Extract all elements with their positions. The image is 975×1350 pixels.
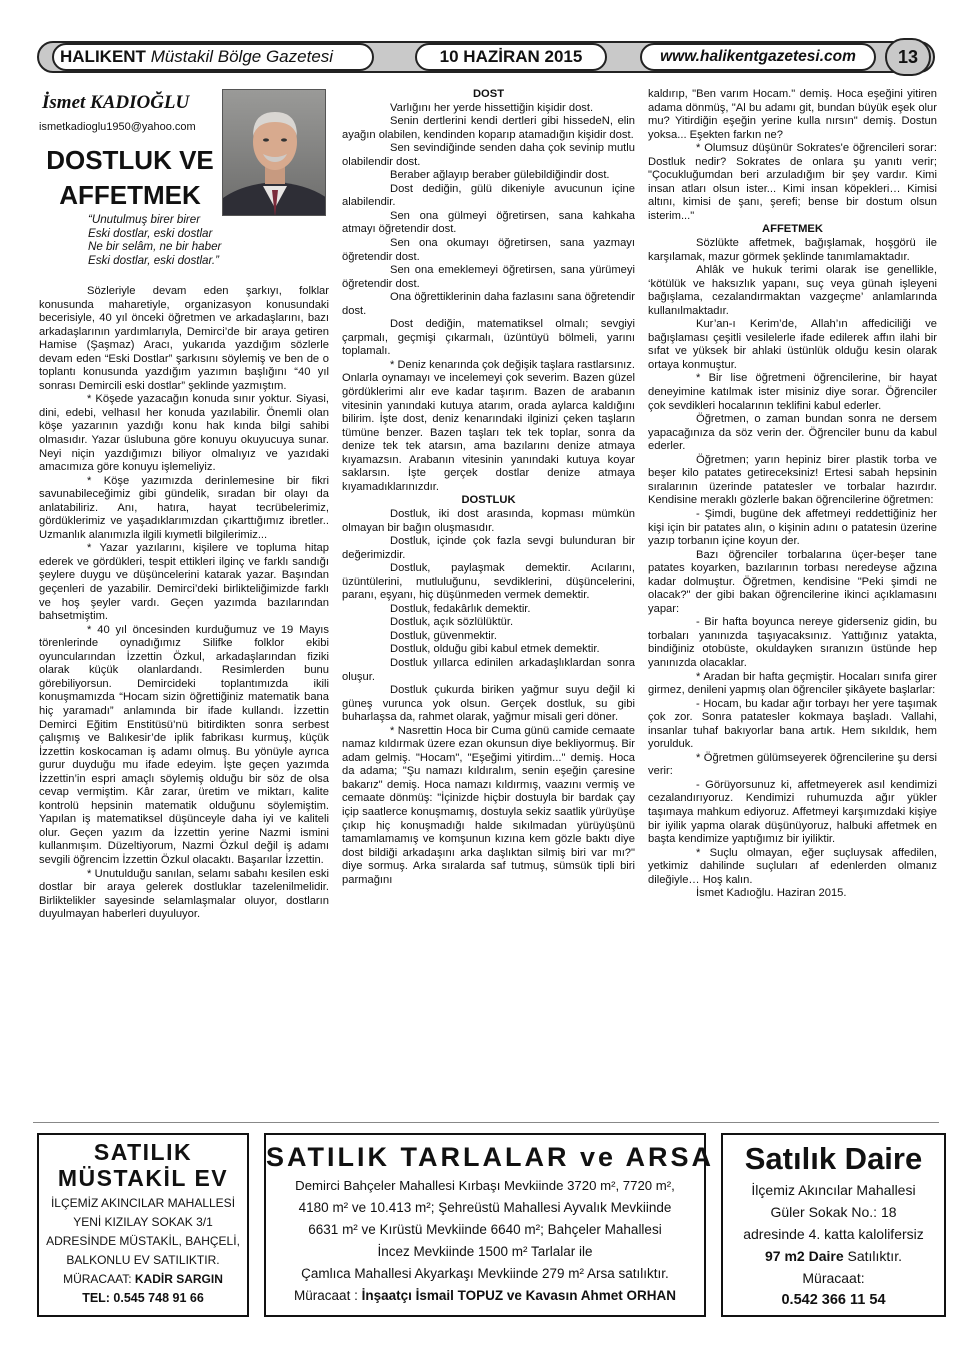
ad-contact: Müracaat: <box>802 1270 865 1286</box>
paragraph: Varlığını her yerde hissettiğin kişidir dost. <box>390 101 594 114</box>
paragraph: * Öğretmen gülümseyerek öğrencilerine şu dersi verir: <box>648 751 937 778</box>
ad-title: MÜSTAKİL EV <box>57 1165 229 1191</box>
ad-line: ADRESİNDE MÜSTAKİL, BAHÇELİ, <box>46 1234 240 1248</box>
page-number: 13 <box>885 38 931 76</box>
section-heading-affetmek: AFFETMEK <box>762 223 823 236</box>
paragraph: Dostluk, olduğu gibi kabul etmek demektir. <box>390 643 600 656</box>
paragraph: Öğretmen; yarın hepiniz birer plastik torba ve beşer kilo patates getireceksiniz! Ertesi sabah hepsinin sıralarının üzerinde patatesler ve torbalar hazırdır. Kendisine meraklı gözlerle bakan öğrencilerine öğretmen: <box>648 453 937 507</box>
ad-phone: TEL: 0.545 748 91 66 <box>82 1291 204 1305</box>
article-column-3 <box>648 88 937 901</box>
paragraph: * Aradan bir hafta geçmiştir. Hocaları sınıfa girer girmez, denileni yapmış olan öğrenciler şikâyete başlarlar: <box>648 670 937 697</box>
ad-line: İncez Mevkiinde 1500 m² Tarlalar ile <box>377 1244 593 1259</box>
paragraph: Dostluk, fedakârlık demektir. <box>390 602 531 615</box>
paragraph: * Deniz kenarında çok değişik taşlara rastlarsınız. Onlarla oynamayı ve incelemeyi çok severim. Bazen güzel gördüklerimi alır eve kadar taşırım. Bazen de arabanın vitesinin yanındaki kutuya atarım, orada aylarca kaldığını bilirim. İşte dost, deniz kenarındaki ilginizi çeken taşların tümüne benzer. Bazen taşları tek tek toplar, sonra da denize tek tek atarsın, ama bazılarını denize atmaya kıyamazsın. Arabanın vitesinin yanındaki kutuya koyar saklarsın. İşte gerçek dostlar denize atmaya kıyamadıklarınızdır. <box>342 358 635 493</box>
paragraph: Bazı öğrenciler torbalarına üçer-beşer tane patates koyarken, bazılarının torbası neredeyse ağzına kadar dolmuştur. Öğretmen, kendisine "Peki şimdi ne olacak?" der gibi bakan öğrencilerine ikinci açıklamasını yapar: <box>648 548 937 615</box>
author-name: İsmet KADIOĞLU <box>42 92 190 113</box>
paragraph: Sen ona emeklemeyi öğretirsen, sana yürümeyi öğretendir dost. <box>342 264 635 290</box>
paragraph: Sen ona gülmeyi öğretirsen, sana kahkaha atmayı öğretendir dost. <box>342 209 635 236</box>
paragraph: * Bir lise öğretmeni öğrencilerine, bir hayat deneyimine katılmak ister misiniz diye sorar. Öğrenciler çok sevdikleri hocalarının teklifini kabul ederler. <box>648 372 937 412</box>
paragraph: Öğretmen, o zaman bundan sonra ne dersem yapacağınıza da söz verin der. Öğrenciler bunu da kabul ederler. <box>648 413 937 453</box>
paragraph: Dostluk çukurda biriken yağmur suyu değil ki güneş vurunca yok olsun. Gerçek dostluk, su gibi buharlaşsa da, rahmet olarak, yağmur misali geri döner. <box>342 684 635 724</box>
ad-title: Satılık Daire <box>744 1141 923 1176</box>
section-heading-dost: DOST <box>472 88 505 100</box>
article-title: DOSTLUK VE AFFETMEK <box>46 145 214 210</box>
paragraph: Kur’an-ı Kerim’de, Allah’ın affediciliği ve bağışlaması çeşitli vesilelerle ifade edilerek affın ilahi bir sıfat ve yüksek bir ahlaki üstünlük olduğu kesin olarak ortaya konmuştur. <box>648 318 937 371</box>
ad-line: adresinde 4. katta kalolifersiz <box>743 1226 924 1242</box>
paragraph: - Şimdi, bugüne dek affetmeyi reddettiğiniz her kişi için bir patates alın, o kişinin adını o patatesin üzerine yazıp torbanın içine koyun der. <box>648 507 937 548</box>
ad-line: İlçemiz Akıncılar Mahallesi <box>751 1182 916 1198</box>
ads-divider <box>33 1122 939 1123</box>
paragraph: Ona öğrettiklerinin daha fazlasını sana öğretendir dost. <box>342 291 635 317</box>
paragraph: Sen sevindiğinde senden daha çok sevinip mutlu olabilendir dost. <box>342 142 635 168</box>
paragraph: Dostluk yıllarca edinilen arkadaşlıklardan sonra oluşur. <box>342 656 635 683</box>
ad-contact: MÜRACAAT: KADİR SARGIN <box>63 1272 223 1286</box>
article-column-2 <box>342 88 635 887</box>
paragraph: * Nasrettin Hoca bir Cuma günü camide cemaate namaz kıldırmak üzere ezan okunsun diye bekliyormuş. Bir adam gelmiş. "Hocam", "Eşeğimi yitirdim..." demiş. Hoca da adama; "Şu namazı kıldıralım, senin eşeğin çaresine bakarız" demiş. Hoca namazı kıldırmış, vaazını vermiş ve cemaate dönmüş: "İçinizde hiçbir dostuyla bir bardak çay içip saatlerce konuşmamış, dostuyla sekiz saatlik yürüyüşe çıkıp hiç konuşmadığı halde sıkılmadan yürüyüşünü tamamlamamış ve komşunun kızına kem gözle baktı diye dost bildiği arkadaşını arka daşlıktan silmiş biri var mı?" diye sormuş. Arka sıralarda saf tutmuş, sümsük tipli biri parmağını <box>342 724 635 886</box>
paragraph: Dost dediğin, matematiksel olmalı; sevgiyi çarpmalı, geçmişi çıkarmalı, üzüntüyü bölmeli, yarını toplamalı. <box>342 318 635 358</box>
ad-line: 97 m2 Daire Satılıktır. <box>765 1248 902 1264</box>
website-link[interactable]: www.halikentgazetesi.com <box>640 43 876 71</box>
paragraph: * Unutulduğu sanılan, selamı sabahı kesilen eski dostlar bir araya gelerek dostluklar tazelenilmelidir. Birliktelikler sayesinde selamlaşmalar oluyor, dostların duyulmayan haberleri duyuluyor. <box>39 867 329 921</box>
paragraph: - Hocam, bu kadar ağır torbayı her yere taşımak çok zor. Sonra patatesler kokmaya başladı. Vallahi, insanlar tuhaf bakıyorlar bana artık. Hem sıkıldık, hem yorulduk. <box>648 697 937 751</box>
article-signature: İsmet Kadıoğlu. Haziran 2015. <box>696 887 847 900</box>
section-heading-dostluk: DOSTLUK <box>461 494 516 507</box>
paragraph: Ahlâk ve hukuk terimi olarak ise genellikle, ‘kötülük ve haksızlık yapanı, suç veya günah işleyeni bağışlama, cezalandırmaktan vazgeçme’ anlamlarında kullanılmaktadır. <box>648 264 937 317</box>
newspaper-name: HALIKENT Müstakil Bölge Gazetesi <box>60 47 334 66</box>
ad-line: 4180 m² ve 10.413 m²; Şehreüstü Mahallesi Ayvalık Mevkiinde <box>298 1200 672 1215</box>
paragraph: Sen ona okumayı öğretirsen, sana yazmayı öğretendir dost. <box>342 237 635 263</box>
ad-line: Çamlıca Mahallesi Akyarkaşı Mevkiinde 279 m² Arsa satılıktır. <box>301 1266 669 1281</box>
ad-phone: 0.542 366 11 54 <box>781 1292 886 1308</box>
author-photo <box>222 89 326 216</box>
paragraph: * Olumsuz düşünür Sokrates'e öğrencileri sorar: Dostluk nedir? Sokrates de onlara şu yanıtı verir; "Çocukluğumdan beri arzuladığım bir şey vardır. Kimi insan atları olsun ister... Kimi insan köpekleri… Kimisi altını, kimisi de şanı, şerefi; bense bir dostum olsun isterim..." <box>648 142 937 222</box>
paragraph: - Görüyorsunuz ki, affetmeyerek asıl kendimizi cezalandırıyoruz. Kendimizi ruhumuzda ağır yükler taşımaya mahkum ediyoruz. Affetmeyi karşımızdaki kişiye bir iyilik yapma olarak düşünüyoruz, halbuki affetmek en başta kendimize yaptığımız bir iyiliktir. <box>648 778 937 846</box>
paragraph: Beraber ağlayıp beraber gülebildiğindir dost. <box>390 169 610 182</box>
paragraph: Dostluk, açık sözlülüktür. <box>390 616 514 629</box>
paragraph: * Köşe yazımızda derinlemesine bir fikri savunabileceğimiz gibi gündelik, sıradan bir olayı da anlatabiliriz. Anı, hatıra, hayat tecrübelerimiz, gördüklerimiz ve yaşadıklarımızdan çıkarttığımız ibretler.. Uzmanlık alanımızla ilgili kıymetli bilgilerimiz... <box>39 474 329 541</box>
ad-line: BALKONLU EV SATILIKTIR. <box>66 1253 220 1267</box>
paragraph: Sözleriyle devam eden şarkıyı, folklar konusunda maharetiyle, organizasyon konusundaki becerisiyle, 40 yıl önceki öğretmen ve arkadaşlarını, bazı arkadaşlarının yardımlarıyla, Demirci’de bir araya getiren Hamise (Şaşmaz) Aracı, yukarıda yazdığım sözlerle devam eden “Eski Dostlar” şarkısını söylemiş ve ben de o toplantı konusunda yazdığım yazımın başlığını “40 yıl sonrası Demircili eski dostlar” şeklinde yazmıştım. <box>39 285 329 392</box>
issue-date: 10 HAZİRAN 2015 <box>415 43 607 71</box>
paragraph: Dostluk, güvenmektir. <box>390 629 497 642</box>
article-column-1 <box>39 285 329 922</box>
paragraph: kaldırıp, "Ben varım Hocam." demiş. Hoca eşeğini yitiren adama dönmüş, "Al bu adamı git, bundan büyük eşek olur mu? Yitirdiğin eşeğin yerine kulla nırsın" demiş. Dostun yoksa... Eşekten farkın ne? <box>648 88 937 141</box>
ad-title: SATILIK <box>93 1139 193 1165</box>
ad-house-for-sale <box>37 1133 249 1317</box>
ad-contact: Müracaat : İnşaatçı İsmail TOPUZ ve Kavasın Ahmet ORHAN <box>294 1288 676 1303</box>
paragraph: * Yazar yazılarını, kişilere ve topluma hitap ederek ve gördükleri, tespit ettikleri ilginç ve farklı sandığı şeylere duygu ve düşüncelerini katarak yazar. Başından geçenleri de yazabilir. Demirci’deki birlikteliğimizde farklı ve hoş şeyler vardı. Geçen yazımda bazılarından bahsetmiştim. <box>39 542 329 623</box>
paragraph: - Bir hafta boyunca nereye giderseniz gidin, bu torbaları yanınızda taşıyacaksınız. Yattığınız yatakta, bindiğiniz otobüste, okuldayken sıranızın üstünde hep yanınızda olacaklar. <box>648 616 937 669</box>
paragraph: Dost dediğin, gülü dikeniyle avucunun içine alabilendir. <box>342 182 635 209</box>
ad-title: SATILIK TARLALAR ve ARSA <box>266 1142 714 1172</box>
ad-line: Demirci Bahçeler Mahallesi Kırbaşı Mevkiinde 3720 m², 7720 m², <box>295 1178 675 1193</box>
paragraph: Sözlükte affetmek, bağışlamak, hoşgörü ile karşılamak, mazur görmek şeklinde tanımlamaktadır. <box>648 237 937 263</box>
ad-line: İLÇEMİZ AKINCILAR MAHALLESİ <box>50 1196 236 1210</box>
ad-apartment-for-sale <box>721 1133 946 1317</box>
ad-line: Güler Sokak No.: 18 <box>770 1204 897 1220</box>
article-poem: “Unutulmuş birer birer Eski dostlar, eski dostlar Ne bir selâm, ne bir haber Eski dostlar, eski dostlar.” <box>88 213 222 267</box>
ad-land-for-sale <box>264 1133 714 1317</box>
paragraph: Dostluk, içinde çok fazla sevgi bulunduran bir değerimizdir. <box>342 535 635 561</box>
paragraph: Dostluk, iki dost arasında, kopması mümkün olmayan bir bağın oluşmasıdır. <box>342 507 635 534</box>
ad-line: 6631 m² ve Kırüstü Mevkiinde 6640 m²; Bahçeler Mahallesi <box>308 1222 662 1237</box>
paragraph: Senin dertlerini kendi dertleri gibi hissedeN, elin ayağın olabilen, kendinden koparıp atamadığın kişidir dost. <box>342 115 635 141</box>
ad-line: YENİ KIZILAY SOKAK 3/1 <box>73 1215 213 1229</box>
paragraph: * Köşede yazacağın konuda sınır yoktur. Siyasi, dini, edebi, velhasıl her konuda yazılabilir. Önemli olan köşe yazarının yazdığı konu hak kında bilgi sahibi olmasıdır. Yazar üslubuna göre konuyu okuyucuya sunar. Neyi niçin yazdığımızı biliyor olmalıyız ve yazıdaki amacımıza göre konuyu işlemeliyiz. <box>39 393 329 474</box>
paragraph: * Suçlu olmayan, eğer suçluysak affedilen, yetkimiz dahilinde suçluları af edenlerden olmanız dileğiyle… Hoş kalın. <box>648 846 937 886</box>
paragraph: * 40 yıl öncesinden kurduğumuz ve 19 Mayıs törenlerinde oynadığımız Silifke folklor ekibi oyuncularından İzzettin Özkul, arkadaşlarından fiziki olarak küçük olanlardandı. Resimlerden bunu görebiliyorsun. Demircideki toplantımızda ikili konuşmamızda “Hocam sizin öğrettiğiniz matematik bana hiç yaramadı” anlamında bir ifade kullandı. İzzettin Demirci Eğitim Enstitüsü’nü bitirdikten sonra serbest çalışmış ve Balıkesir’de iplik fabrikası kurmuş, küçük İzzettin koskocaman iş adamı olmuş. Bu yönüyle ayrıca gurur duyduğu mu ifade edeyim. İşte geçen yazımda İzzettin’in espri amaçlı söylemiş olduğu bir söz de olsa cevap vermiştim. Kâr zarar, üretim ve miktarı, kalite kontrolü hepsinin matematik olduğunu söylemiştim. Yapılan iş matematiksel düşünceyle daha iyi ve kaliteli olur. Geçen yazım da İzzettin yerine Nazmi ismini kullanmışım. Düzeltiyorum, Nazmi Özkul değil iş adamı sevgili öğrencim İzzettin Özkul olacaktı. Başarılar İzzettin. <box>39 623 329 866</box>
paragraph: Dostluk, paylaşmak demektir. Acılarını, üzüntülerini, mutluluğunu, sevdiklerini, düşüncelerini, paranı, eşyanı, hiç düşünmeden vermek demektir. <box>342 562 635 602</box>
author-email[interactable]: ismetkadioglu1950@yahoo.com <box>39 121 196 133</box>
